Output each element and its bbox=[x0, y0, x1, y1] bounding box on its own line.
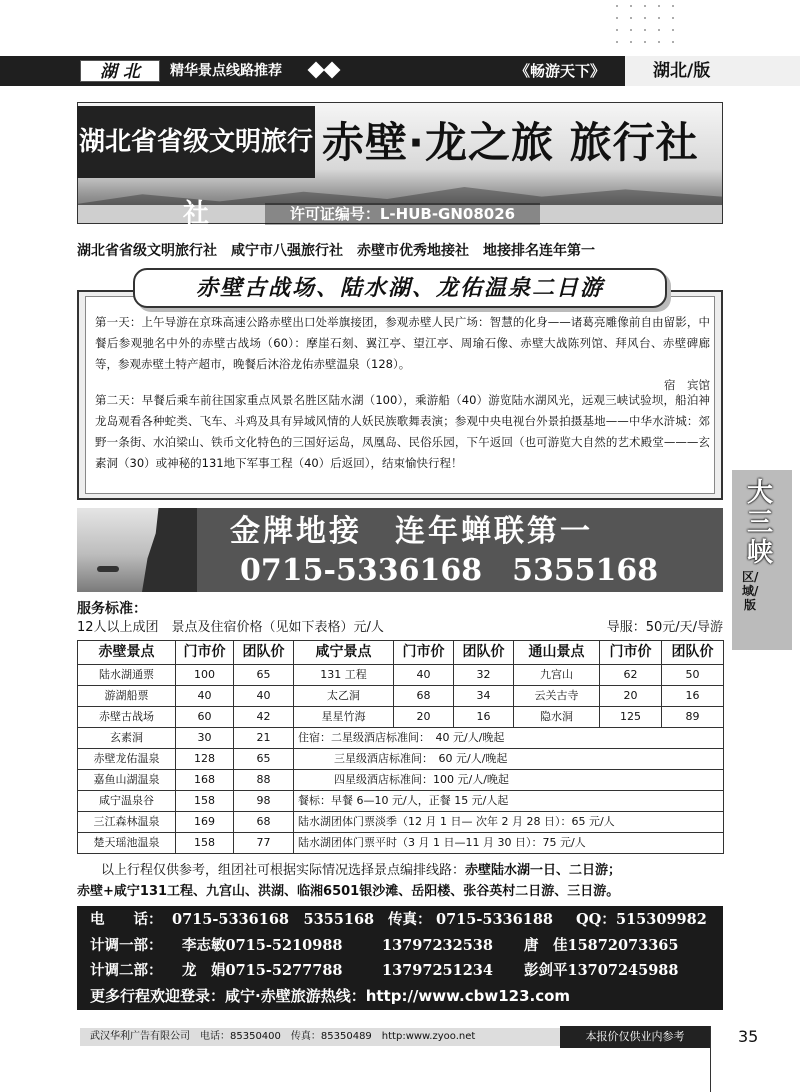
table-cell: 楚天瑶池温泉 bbox=[78, 833, 176, 854]
table-row bbox=[78, 770, 724, 791]
table-cell: 77 bbox=[234, 833, 294, 854]
dept2-contact-2[interactable]: 彭剑平13707245988 bbox=[524, 962, 679, 979]
page-number: 35 bbox=[738, 1027, 759, 1046]
website-line[interactable]: 更多行程欢迎登录：咸宁·赤壁旅游热线：http://www.cbw123.com bbox=[90, 987, 571, 1005]
lodging-three-star: 三星级酒店标准间： 60 元/人/晚起 bbox=[294, 749, 724, 770]
day-one-itinerary bbox=[95, 312, 710, 396]
tour-title: 赤壁古战场、陆水湖、龙佑温泉二日游 bbox=[133, 268, 667, 308]
table-cell: 赤壁古战场 bbox=[78, 707, 176, 728]
magazine-title: 《畅游天下》 bbox=[514, 62, 605, 80]
table-cell: 65 bbox=[234, 749, 294, 770]
table-header-cell: 团队价 bbox=[662, 641, 724, 665]
side-tab-title: 大三峡 bbox=[746, 478, 773, 568]
decorative-dots bbox=[610, 0, 680, 45]
table-cell: 89 bbox=[662, 707, 724, 728]
service-title: 服务标准： bbox=[77, 601, 147, 617]
table-cell: 星星竹海 bbox=[294, 707, 394, 728]
table-row bbox=[78, 749, 724, 770]
boat-photo bbox=[97, 566, 119, 572]
table-cell: 125 bbox=[600, 707, 662, 728]
table-row bbox=[78, 665, 724, 686]
fax-number: 0715-5336188 bbox=[436, 911, 553, 928]
table-cell: 玄素洞 bbox=[78, 728, 176, 749]
table-cell: 隐水洞 bbox=[514, 707, 600, 728]
table-cell: 169 bbox=[176, 812, 234, 833]
dept1-mobile[interactable]: 13797232538 bbox=[382, 937, 493, 954]
table-header-cell: 赤壁景点 bbox=[78, 641, 176, 665]
table-cell: 40 bbox=[234, 686, 294, 707]
table-header-cell: 咸宁景点 bbox=[294, 641, 394, 665]
price-table bbox=[77, 640, 724, 854]
table-cell: 158 bbox=[176, 833, 234, 854]
accommodation: 宿 宾馆 bbox=[664, 378, 710, 392]
notes-line-two: 赤壁+咸宁131工程、九宫山、洪湖、临湘6501银沙滩、岳阳楼、张谷英村二日游、三日游。 bbox=[77, 884, 620, 899]
promo-phones: 0715-5336168 5355168 bbox=[240, 553, 659, 588]
table-cell: 62 bbox=[600, 665, 662, 686]
table-cell: 168 bbox=[176, 770, 234, 791]
dept1-label: 计调一部： bbox=[90, 937, 163, 954]
table-cell: 九宫山 bbox=[514, 665, 600, 686]
table-cell: 三江森林温泉 bbox=[78, 812, 176, 833]
table-cell: 云关古寺 bbox=[514, 686, 600, 707]
day-one-label: 第一天： bbox=[95, 315, 142, 329]
table-row bbox=[78, 833, 724, 854]
dept2-mobile[interactable]: 13797251234 bbox=[382, 962, 493, 979]
guide-fee: 导服：50元/天/导游 bbox=[606, 620, 723, 635]
table-header-cell: 通山景点 bbox=[514, 641, 600, 665]
dept2-contact[interactable]: 龙 娟0715-5277788 bbox=[182, 962, 343, 979]
table-cell: 30 bbox=[176, 728, 234, 749]
table-cell: 赤壁龙佑温泉 bbox=[78, 749, 176, 770]
table-cell: 20 bbox=[600, 686, 662, 707]
lodging-two-star: 住宿：二星级酒店标准间： 40 元/人/晚起 bbox=[294, 728, 724, 749]
footer-divider bbox=[710, 1026, 711, 1092]
table-cell: 131 工程 bbox=[294, 665, 394, 686]
table-row bbox=[78, 812, 724, 833]
region-label: 湖 北 bbox=[80, 60, 160, 82]
edition-label: 湖北/版 bbox=[625, 56, 800, 86]
civilized-agency-badge: 湖北省省级文明旅行社 bbox=[77, 106, 315, 178]
table-cell: 68 bbox=[394, 686, 454, 707]
table-cell: 太乙洞 bbox=[294, 686, 394, 707]
day-two-itinerary bbox=[95, 390, 710, 474]
table-cell: 40 bbox=[394, 665, 454, 686]
table-cell: 88 bbox=[234, 770, 294, 791]
notes-text: 以上行程仅供参考，组团社可根据实际情况选择景点编排线路： bbox=[101, 863, 466, 878]
table-cell: 34 bbox=[454, 686, 514, 707]
dept2-label: 计调二部： bbox=[90, 962, 163, 979]
footer-company: 武汉华利广告有限公司 电话：85350400 传真：85350489 http:www.zyoo.net bbox=[90, 1031, 476, 1042]
table-cell: 128 bbox=[176, 749, 234, 770]
table-cell: 68 bbox=[234, 812, 294, 833]
agency-name: 赤壁·龙之旅 旅行社 bbox=[322, 118, 699, 167]
notes-highlight: 赤壁陆水湖一日、二日游； bbox=[465, 863, 622, 878]
table-cell: 40 bbox=[176, 686, 234, 707]
phone-number[interactable]: 0715-5336168 5355168 bbox=[172, 911, 375, 928]
lodging-four-star: 四星级酒店标准间：100 元/人/晚起 bbox=[294, 770, 724, 791]
cliff-photo bbox=[142, 508, 197, 592]
dept1-contact-2[interactable]: 唐 佳15872073365 bbox=[524, 937, 679, 954]
table-cell: 42 bbox=[234, 707, 294, 728]
table-cell: 游湖船票 bbox=[78, 686, 176, 707]
notes-line-one bbox=[77, 860, 723, 881]
header-subtitle: 精华景点线路推荐 bbox=[170, 63, 282, 79]
table-cell: 嘉鱼山湖温泉 bbox=[78, 770, 176, 791]
license-number: 许可证编号：L-HUB-GN08026 bbox=[265, 203, 540, 225]
lushui-normal-season: 陆水湖团体门票平时（3 月 1 日—11 月 30 日）：75 元/人 bbox=[294, 833, 724, 854]
footer-note: 本报价仅供业内参考 bbox=[560, 1026, 710, 1048]
table-row bbox=[78, 728, 724, 749]
table-cell: 32 bbox=[454, 665, 514, 686]
qq-label: QQ： bbox=[576, 911, 616, 928]
table-header-cell: 门市价 bbox=[394, 641, 454, 665]
table-header-cell: 团队价 bbox=[454, 641, 514, 665]
promo-slogan: 金牌地接 连年蝉联第一 bbox=[230, 514, 593, 549]
table-cell: 60 bbox=[176, 707, 234, 728]
table-row bbox=[78, 707, 724, 728]
table-header-cell: 门市价 bbox=[600, 641, 662, 665]
day-two-text: 早餐后乘车前往国家重点风景名胜区陆水湖（100），乘游船（40）游览陆水湖风光，远观三峡试验坝，船泊神龙岛观看各种蛇类、飞车、斗鸡及具有异域风情的人妖民族歌舞表演；参观中央电视台外景拍摄基地——中华水浒城：郊野一条街、水泊梁山、铁币文化特色的三国好运岛，凤凰岛、民俗乐园，下午返回（也可游览大自然的艺术殿堂———玄素洞（30）或神秘的131地下军事工程（40）后返回），结束愉快行程！ bbox=[95, 393, 711, 470]
side-tab-subtitle: 区/域/版 bbox=[742, 570, 759, 612]
table-row bbox=[78, 686, 724, 707]
river-photo bbox=[77, 508, 197, 592]
table-cell: 20 bbox=[394, 707, 454, 728]
phone-label: 电 话： bbox=[90, 911, 163, 928]
itinerary-notes bbox=[77, 860, 723, 902]
day-one-text: 上午导游在京珠高速公路赤壁出口处举旗接团，参观赤壁人民广场：智慧的化身——诸葛亮雕像前自由留影，中餐后参观驰名中外的赤壁古战场（60）：摩崖石刻、翼江亭、望江亭、周瑜石像、赤壁大战陈列馆、拜风台、赤壁碑廊等，参观赤壁土特产超市，晚餐后沐浴龙佑赤壁温泉（128）。 bbox=[95, 315, 711, 371]
table-cell: 100 bbox=[176, 665, 234, 686]
qq-number[interactable]: 515309982 bbox=[616, 911, 707, 928]
table-cell: 16 bbox=[454, 707, 514, 728]
service-text: 12人以上成团 景点及住宿价格（见如下表格）元/人 bbox=[77, 620, 384, 635]
table-header-row bbox=[78, 641, 724, 665]
table-cell: 158 bbox=[176, 791, 234, 812]
table-cell: 21 bbox=[234, 728, 294, 749]
fax-label: 传真： bbox=[388, 911, 432, 928]
table-row bbox=[78, 791, 724, 812]
table-cell: 98 bbox=[234, 791, 294, 812]
dept1-contact[interactable]: 李志敏0715-5210988 bbox=[182, 937, 343, 954]
table-header-cell: 团队价 bbox=[234, 641, 294, 665]
honors-line: 湖北省省级文明旅行社 咸宁市八强旅行社 赤壁市优秀地接社 地接排名连年第一 bbox=[77, 243, 595, 259]
table-cell: 陆水湖通票 bbox=[78, 665, 176, 686]
meal-standard: 餐标：早餐 6—10 元/人，正餐 15 元/人起 bbox=[294, 791, 724, 812]
table-cell: 16 bbox=[662, 686, 724, 707]
table-header-cell: 门市价 bbox=[176, 641, 234, 665]
table-cell: 50 bbox=[662, 665, 724, 686]
table-cell: 65 bbox=[234, 665, 294, 686]
day-two-label: 第二天： bbox=[95, 393, 142, 407]
table-cell: 咸宁温泉谷 bbox=[78, 791, 176, 812]
service-line bbox=[77, 619, 723, 637]
lushui-low-season: 陆水湖团体门票淡季（12 月 1 日— 次年 2 月 28 日）：65 元/人 bbox=[294, 812, 724, 833]
